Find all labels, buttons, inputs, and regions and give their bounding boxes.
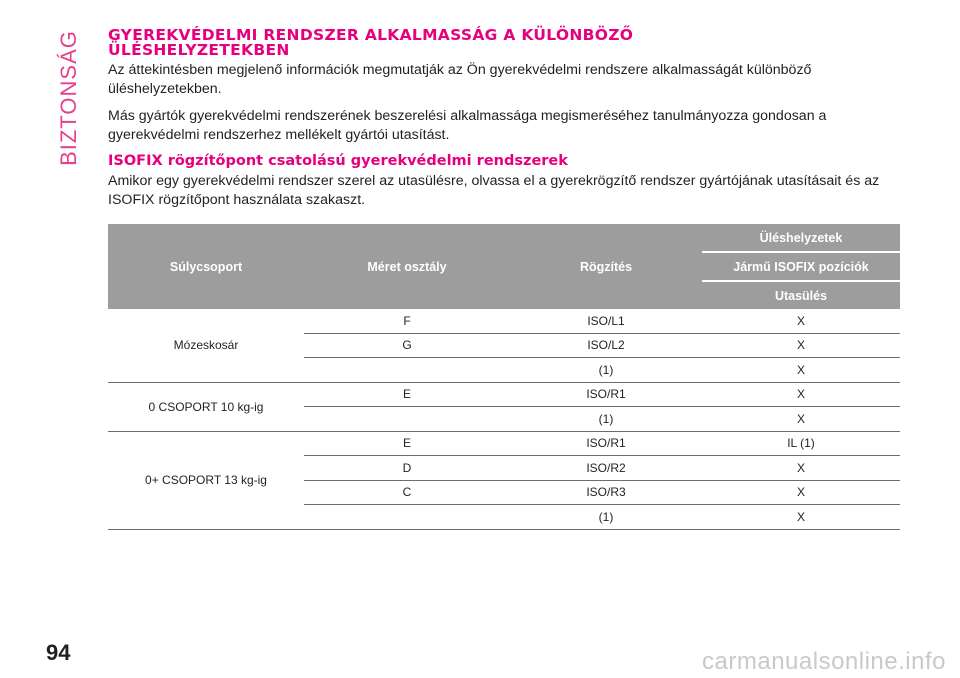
size-class-cell: F bbox=[304, 309, 510, 333]
fixture-cell: ISO/R3 bbox=[510, 480, 702, 505]
section-side-tab bbox=[52, 28, 86, 168]
size-class-cell: E bbox=[304, 382, 510, 407]
header-vehicle-isofix: Jármű ISOFIX pozíciók bbox=[702, 252, 900, 281]
header-seat-positions: Üléshelyzetek bbox=[702, 224, 900, 252]
table-row bbox=[108, 309, 900, 333]
isofix-paragraph: Amikor egy gyerekvédelmi rendszer szerel az utasülésre, olvassa el a gyerekrögzítő rendszer gyártójának utasításait és az ISOFIX rögzítőpont használata szakaszt. bbox=[108, 173, 880, 208]
size-class-cell bbox=[304, 407, 510, 432]
passenger-seat-cell: X bbox=[702, 358, 900, 383]
table-header bbox=[108, 224, 900, 309]
passenger-seat-cell: X bbox=[702, 309, 900, 333]
section-title-line1: GYEREKVÉDELMI RENDSZER ALKALMASSÁG A KÜLÖNBÖZŐ bbox=[108, 26, 634, 44]
weight-group-cell: 0+ CSOPORT 13 kg-ig bbox=[108, 431, 304, 529]
table-body bbox=[108, 309, 900, 529]
fixture-cell: (1) bbox=[510, 358, 702, 383]
table-row bbox=[108, 382, 900, 407]
passenger-seat-cell: X bbox=[702, 480, 900, 505]
passenger-seat-cell: X bbox=[702, 407, 900, 432]
fixture-cell: (1) bbox=[510, 407, 702, 432]
passenger-seat-cell: X bbox=[702, 505, 900, 530]
side-tab-label: BIZTONSÁG bbox=[56, 30, 82, 166]
fixture-cell: ISO/L2 bbox=[510, 333, 702, 358]
intro-paragraph: Az áttekintésben megjelenő információk megmutatják az Ön gyerekvédelmi rendszere alkalmasságát különböző üléshelyzetekben. bbox=[108, 62, 812, 97]
passenger-seat-cell: X bbox=[702, 456, 900, 481]
watermark: carmanualsonline.info bbox=[702, 648, 946, 675]
page-number: 94 bbox=[46, 640, 71, 665]
weight-group-cell: Mózeskosár bbox=[108, 309, 304, 382]
size-class-cell: D bbox=[304, 456, 510, 481]
fixture-cell: ISO/R1 bbox=[510, 382, 702, 407]
size-class-cell: E bbox=[304, 431, 510, 456]
fixture-cell: ISO/R1 bbox=[510, 431, 702, 456]
fixture-cell: ISO/R2 bbox=[510, 456, 702, 481]
table-row bbox=[108, 431, 900, 456]
other-manufacturers-paragraph: Más gyártók gyerekvédelmi rendszerének beszerelési alkalmassága megismeréséhez tanulmányozza gondosan a gyerekvédelmi rendszerhez mellékelt gyártói utasítást. bbox=[108, 108, 827, 143]
header-size-class: Méret osztály bbox=[304, 224, 510, 309]
isofix-subsection-title: ISOFIX rögzítőpont csatolású gyerekvédelmi rendszerek bbox=[108, 153, 568, 169]
fixture-cell: ISO/L1 bbox=[510, 309, 702, 333]
size-class-cell: C bbox=[304, 480, 510, 505]
header-weight-group: Súlycsoport bbox=[108, 224, 304, 309]
section-title bbox=[108, 28, 900, 58]
section-title-line2: ÜLÉSHELYZETEKBEN bbox=[108, 41, 290, 59]
passenger-seat-cell: IL (1) bbox=[702, 431, 900, 456]
weight-group-cell: 0 CSOPORT 10 kg-ig bbox=[108, 382, 304, 431]
seat-suitability-table bbox=[108, 224, 900, 530]
passenger-seat-cell: X bbox=[702, 333, 900, 358]
size-class-cell bbox=[304, 358, 510, 383]
size-class-cell: G bbox=[304, 333, 510, 358]
fixture-cell: (1) bbox=[510, 505, 702, 530]
header-passenger-seat: Utasülés bbox=[702, 281, 900, 309]
size-class-cell bbox=[304, 505, 510, 530]
header-fixture: Rögzítés bbox=[510, 224, 702, 309]
passenger-seat-cell: X bbox=[702, 382, 900, 407]
page-content bbox=[108, 28, 900, 530]
